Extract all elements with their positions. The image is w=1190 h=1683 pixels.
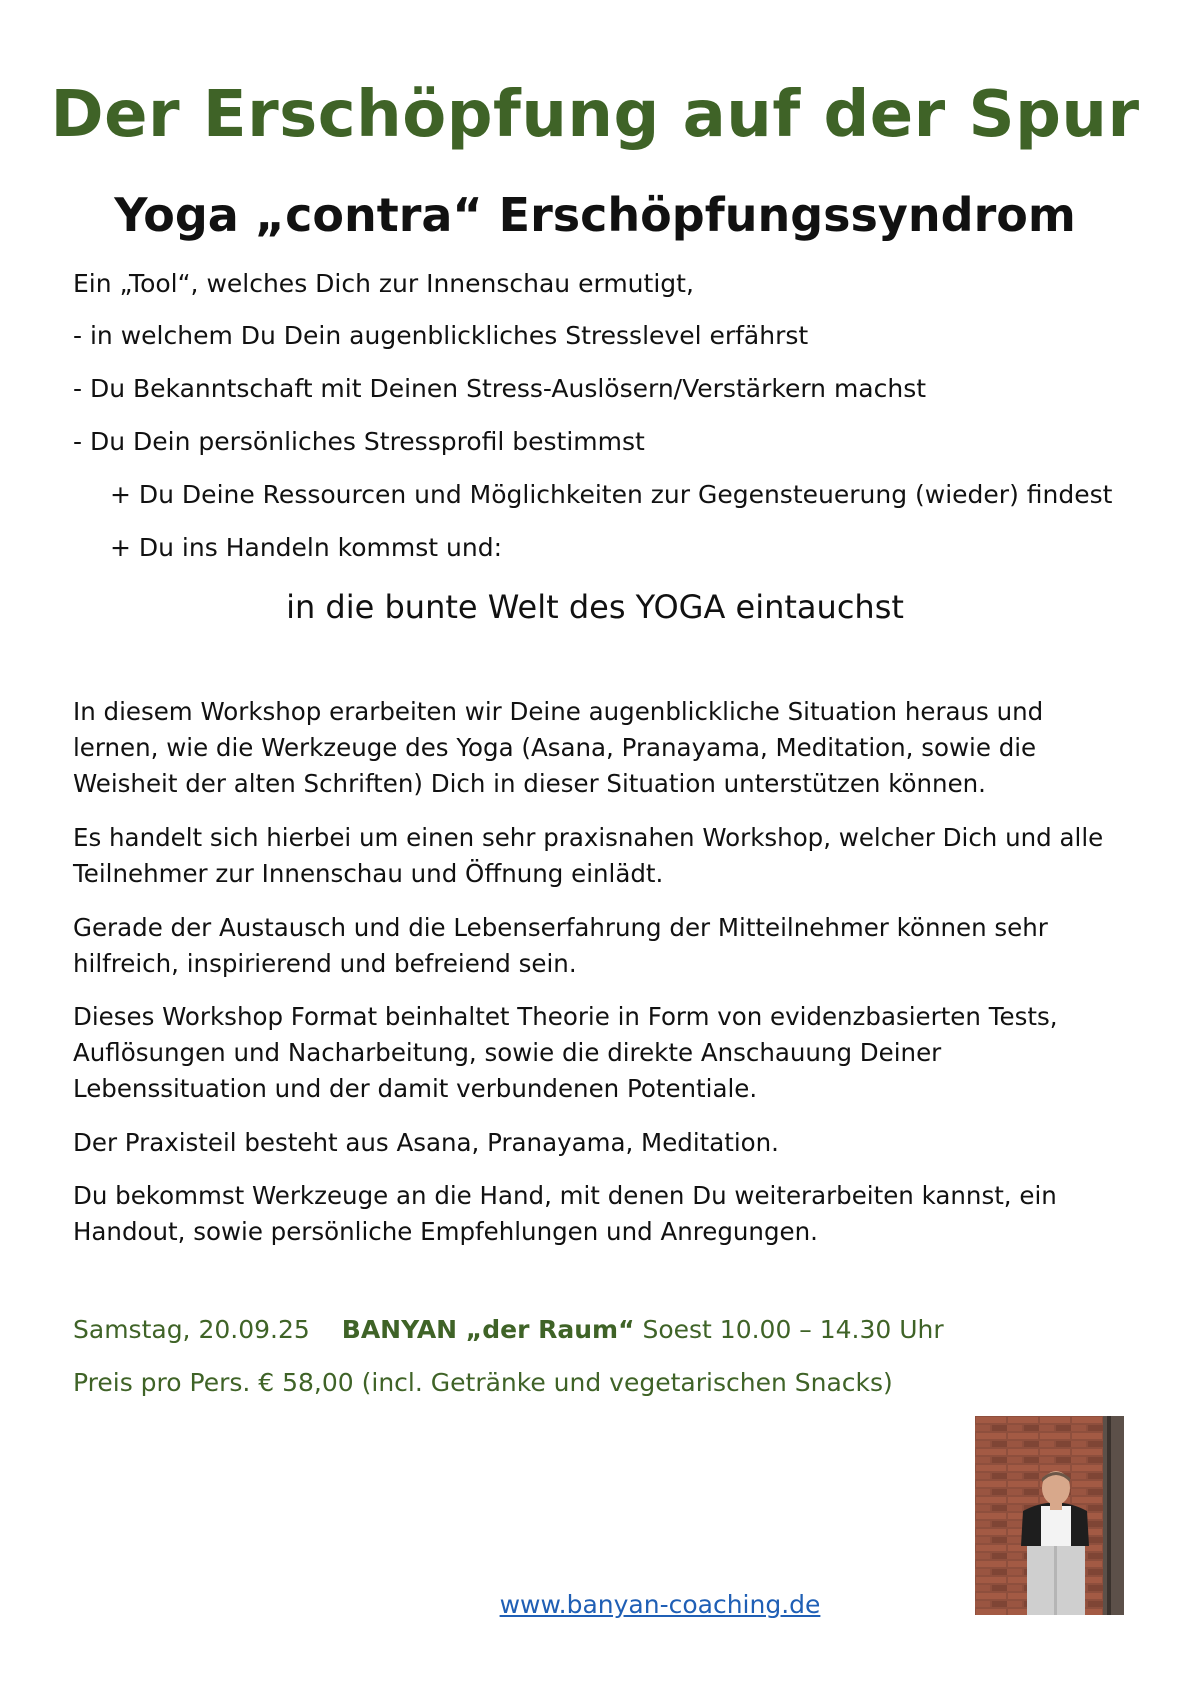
paragraph-practical: Es handelt sich hierbei um einen sehr praxisnahen Workshop, welcher Dich und alle Teilnehmer zur Innenschau und Öffnung einlädt.: [73, 823, 1104, 888]
event-price: Preis pro Pers. € 58,00 (incl. Getränke und vegetarischen Snacks): [73, 1368, 893, 1397]
paragraph-practice-part: Der Praxisteil besteht aus Asana, Pranayama, Meditation.: [73, 1128, 779, 1157]
bullet-stress-triggers: - Du Bekanntschaft mit Deinen Stress-Auslösern/Verstärkern machst: [73, 374, 927, 403]
instructor-photo: [975, 1416, 1124, 1615]
paragraph-format: Dieses Workshop Format beinhaltet Theorie in Form von evidenzbasierten Tests, Auflösungen und Nacharbeitung, sowie die direkte Anschauung Deiner Lebenssituation und der damit verbundenen Potentiale.: [73, 1002, 1058, 1103]
bullet-stress-profile: - Du Dein persönliches Stressprofil bestimmst: [73, 427, 645, 456]
page-subtitle: Yoga „contra“ Erschöpfungssyndrom: [114, 188, 1076, 242]
bullet-stresslevel: - in welchem Du Dein augenblickliches Stresslevel erfährst: [73, 321, 809, 350]
page-title: Der Erschöpfung auf der Spur: [50, 78, 1140, 152]
website-link[interactable]: www.banyan-coaching.de: [499, 1590, 821, 1619]
event-place-time: Soest 10.00 – 14.30 Uhr: [634, 1315, 944, 1344]
instructor-photo-graphic: [975, 1416, 1124, 1615]
bullet-resources: + Du Deine Ressourcen und Möglichkeiten zur Gegensteuerung (wieder) findest: [110, 480, 1113, 509]
highlight-text: in die bunte Welt des YOGA eintauchst: [286, 588, 904, 626]
paragraph-exchange: Gerade der Austausch und die Lebenserfahrung der Mitteilnehmer können sehr hilfreich, inspirierend und befreiend sein.: [73, 913, 1048, 978]
event-details: [73, 1314, 944, 1346]
intro-text: Ein „Tool“, welches Dich zur Innenschau ermutigt,: [73, 269, 694, 298]
paragraph-tools: Du bekommst Werkzeuge an die Hand, mit denen Du weiterarbeiten kannst, ein Handout, sowie persönliche Empfehlungen und Anregungen.: [73, 1181, 1057, 1246]
event-date: Samstag, 20.09.25: [73, 1315, 310, 1344]
event-venue: BANYAN „der Raum“: [341, 1315, 635, 1344]
paragraph-workshop: In diesem Workshop erarbeiten wir Deine augenblickliche Situation heraus und lernen, wie die Werkzeuge des Yoga (Asana, Pranayama, Meditation, sowie die Weisheit der alten Schriften) Dich in dieser Situation unterstützen können.: [73, 697, 1044, 798]
bullet-action: + Du ins Handeln kommst und:: [110, 533, 502, 562]
